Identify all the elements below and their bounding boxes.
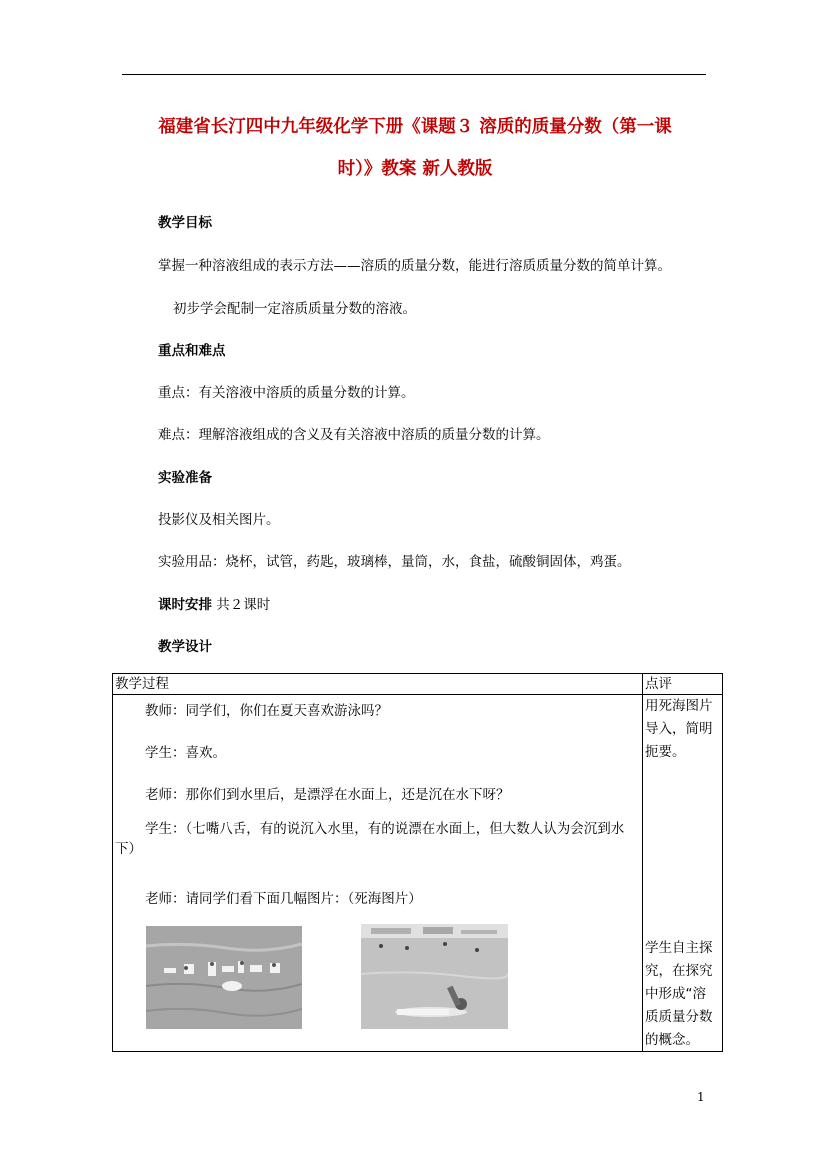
prep-heading: 实验准备 [158,470,212,486]
comment-2: 学生自主探究，在探究中形成“溶质质量分数的概念。 [645,940,713,1048]
keypoints-heading: 重点和难点 [158,343,226,359]
comment-1: 用死海图片导入，简明扼要。 [645,698,713,760]
header-process: 教学过程 [113,674,643,695]
page-number: 1 [697,1090,705,1104]
document-title-line2: 时）》教案 新人教版 [337,159,493,179]
schedule-value: 共２课时 [216,597,271,613]
dead-sea-photo-2 [361,924,508,1029]
comment-cell [643,695,723,1052]
dialogue-line: 教师：同学们，你们在夏天喜欢游泳吗？ [145,703,388,719]
table-header-row [113,674,723,695]
design-heading: 教学设计 [158,639,212,655]
dead-sea-photo-1 [146,926,302,1029]
header-rule [122,74,706,75]
prep-item-2: 实验用品：烧杯，试管，药匙，玻璃棒，量筒，水，食盐，硫酸铜固体，鸡蛋。 [158,554,631,570]
document-title-line1: 福建省长汀四中九年级化学下册《课题３ 溶质的质量分数（第一课 [158,117,672,137]
dialogue-line: 老师：请同学们看下面几幅图片：（死海图片） [145,891,422,907]
dialogue-line: 学生：（七嘴八舌，有的说沉入水里，有的说漂在水面上，但大数人认为会沉到水下） [115,821,625,857]
swimmers-illustration [146,926,302,1029]
difficulty-text: 难点：理解溶液组成的含义及有关溶液中溶质的质量分数的计算。 [158,427,550,443]
objective-1: 掌握一种溶液组成的表示方法——溶质的质量分数，能进行溶质质量分数的简单计算。 [158,258,671,274]
lesson-table [112,673,723,1052]
process-cell [113,695,643,1052]
dialogue-line: 老师：那你们到水里后，是漂浮在水面上，还是沉在水下呀？ [145,787,510,803]
keypoint-text: 重点：有关溶液中溶质的质量分数的计算。 [158,385,415,401]
objectives-heading: 教学目标 [158,215,212,231]
floating-person-illustration [361,924,508,1029]
table-row [113,695,723,1052]
dialogue-paragraph [115,819,635,859]
header-comment: 点评 [643,674,723,695]
objective-2: 初步学会配制一定溶质质量分数的溶液。 [173,301,416,317]
schedule-heading: 课时安排 [158,597,212,613]
dialogue-line: 学生：喜欢。 [145,745,226,761]
schedule-line [158,593,270,613]
prep-item-1: 投影仪及相关图片。 [158,512,280,528]
